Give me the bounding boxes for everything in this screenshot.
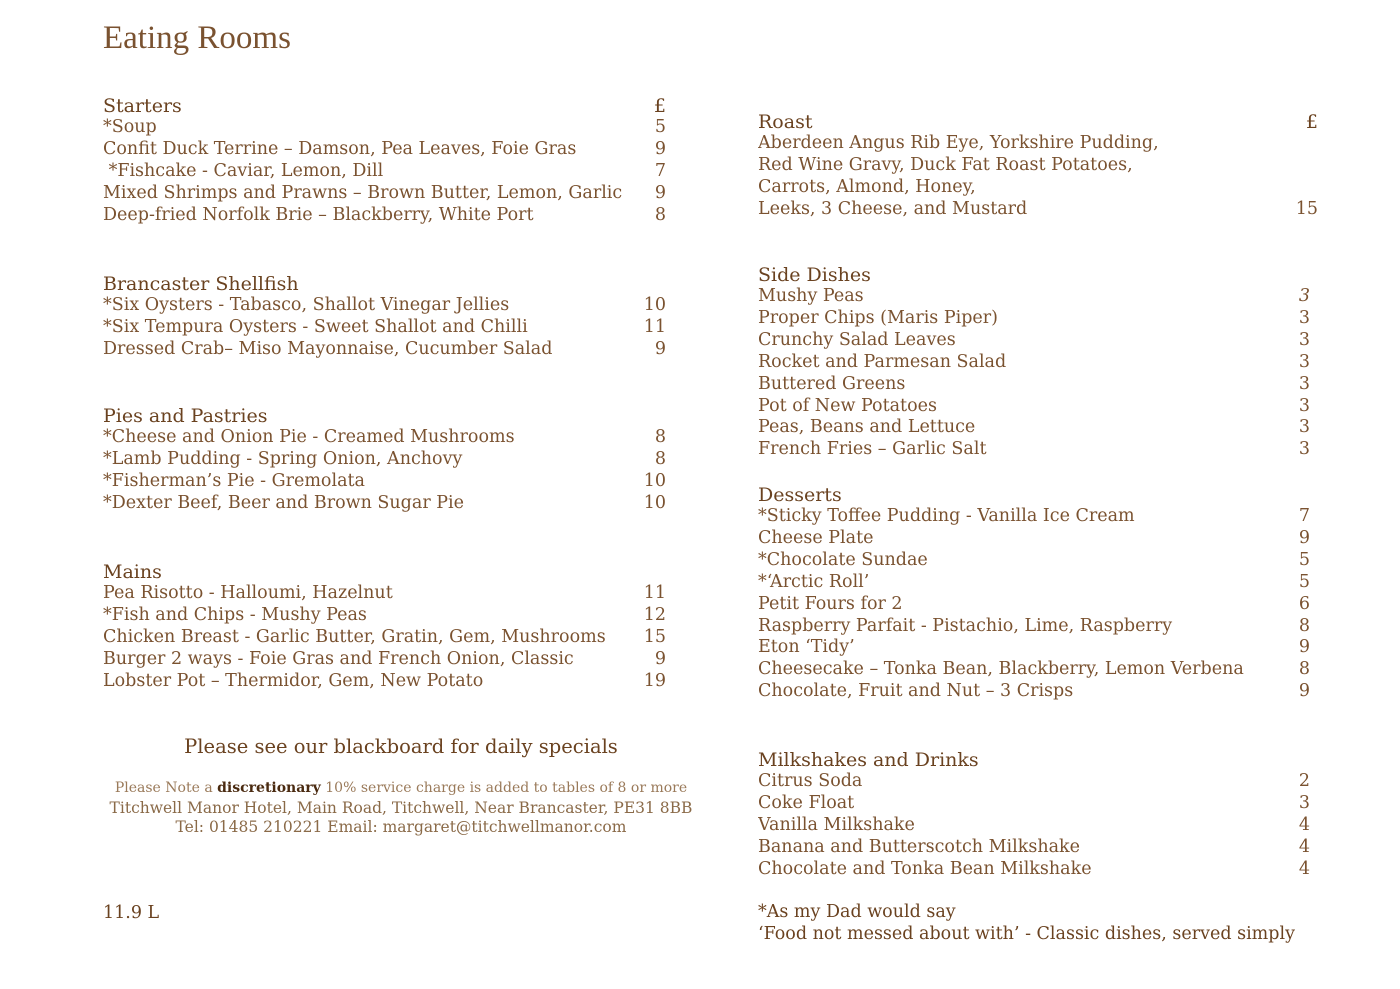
item-name: *Six Tempura Oysters - Sweet Shallot and Chilli [103,316,528,337]
item-name: Coke Float [758,792,855,813]
item-name: Dressed Crab– Miso Mayonnaise, Cucumber Salad [103,338,553,359]
item-name: Cheese Plate [758,527,874,548]
item-price: 3 [1298,329,1310,350]
item-price: 3 [1298,373,1310,394]
item-name: *Fishcake - Caviar, Lemon, Dill [103,160,384,181]
starters-header [103,95,666,117]
roast-header [758,111,1318,133]
item-name: Mushy Peas [758,286,864,306]
item-name: *Sticky Toffee Pudding - Vanilla Ice Cream [758,506,1135,526]
menu-item [103,649,666,671]
item-price: 8 [654,204,666,225]
item-name: Pea Risotto - Halloumi, Hazelnut [103,583,393,603]
item-price: 7 [1298,506,1310,526]
item-price: 9 [1298,637,1310,658]
desserts-header [758,484,1310,506]
item-name: Citrus Soda [758,771,863,791]
menu-item [758,859,1310,881]
menu-item [103,605,666,627]
item-name: Deep-fried Norfolk Brie – Blackberry, White Port [103,204,534,225]
item-name: Buttered Greens [758,373,906,394]
item-name: Eton ‘Tidy’ [758,637,855,658]
sides-header [758,264,1310,286]
roast-line [758,155,1318,177]
menu-item [103,583,666,605]
item-price: 4 [1298,814,1310,835]
menu-item [103,427,666,449]
menu-item [758,506,1310,528]
item-price: 15 [1295,198,1318,219]
note-prefix: Please Note a [114,780,218,796]
menu-item [758,815,1310,837]
page-title: Eating Rooms [103,20,291,56]
item-name: Petit Fours for 2 [758,593,903,614]
item-price: 3 [1298,395,1310,416]
note-suffix: 10% service charge is added to tables of 8 or more [320,780,688,796]
item-name: *Soup [103,117,157,137]
drinks-header [758,749,1310,771]
item-name: Peas, Beans and Lettuce [758,417,976,438]
contact-details: Tel: 01485 210221 Email: margaret@titchwellmanor.com [175,818,627,836]
menu-item [103,183,666,205]
menu-item [758,616,1310,638]
item-name: Raspberry Parfait - Pistachio, Lime, Raspberry [758,615,1173,636]
menu-item [758,396,1310,418]
roast-description: Leeks, 3 Cheese, and Mustard [758,198,1028,219]
item-price: 10 [643,470,666,491]
pies-section [103,405,666,515]
item-price: 11 [643,583,666,603]
menu-item [103,627,666,649]
section-heading: Pies and Pastries [103,405,268,427]
menu-item [758,417,1310,439]
item-name: Chicken Breast - Garlic Butter, Gratin, Gem, Mushrooms [103,626,606,647]
roast-line [758,133,1318,155]
item-price: 15 [643,626,666,647]
note-emphasis: discretionary [217,780,321,796]
item-price: 11 [643,316,666,337]
quote-line-2: ‘Food not messed about with’ - Classic dishes, served simply [758,924,1295,944]
item-price: 9 [654,182,666,203]
menu-item [758,439,1310,461]
menu-item [758,550,1310,572]
item-price: 9 [654,648,666,669]
item-price: 9 [654,338,666,359]
item-name: Mixed Shrimps and Prawns – Brown Butter, Lemon, Garlic [103,182,623,203]
menu-item [758,572,1310,594]
menu-item [758,308,1310,330]
item-price: 10 [643,295,666,315]
quote-line-1: *As my Dad would say [758,902,956,922]
starters-section [103,95,666,227]
item-name: *Cheese and Onion Pie - Creamed Mushrooms [103,427,515,447]
item-name: *Lamb Pudding - Spring Onion, Anchovy [103,448,463,469]
item-name: Proper Chips (Maris Piper) [758,307,998,328]
item-name: *Chocolate Sundae [758,549,928,570]
item-name: Lobster Pot – Thermidor, Gem, New Potato [103,670,484,691]
item-name: Cheesecake – Tonka Bean, Blackberry, Lemon Verbena [758,659,1244,680]
footer-info [103,779,699,838]
item-price: 3 [1298,417,1310,438]
menu-item [758,374,1310,396]
item-price: 2 [1298,771,1310,791]
menu-item [758,771,1310,793]
item-price: 8 [654,427,666,447]
item-name: Rocket and Parmesan Salad [758,351,1007,372]
menu-item [103,671,666,693]
item-name: Vanilla Milkshake [758,814,915,835]
item-price: 3 [1298,286,1310,306]
item-price: 3 [1298,351,1310,372]
menu-item [758,286,1310,308]
item-name: Pot of New Potatoes [758,395,937,416]
menu-item [103,117,666,139]
menu-item [103,339,666,361]
roast-line [758,199,1318,221]
menu-item [758,330,1310,352]
item-price: 7 [654,160,666,181]
menu-item [103,295,666,317]
item-name: Burger 2 ways - Foie Gras and French Onion, Classic [103,648,574,669]
item-name: *Fish and Chips - Mushy Peas [103,604,367,625]
item-name: *Fisherman’s Pie - Gremolata [103,470,365,491]
item-price: 6 [1298,593,1310,614]
section-heading: Desserts [758,484,842,506]
menu-item [758,793,1310,815]
item-price: 12 [643,604,666,625]
item-name: *‘Arctic Roll’ [758,571,870,592]
mains-section [103,561,666,693]
mains-header [103,561,666,583]
item-name: *Dexter Beef, Beer and Brown Sugar Pie [103,492,464,513]
address: Titchwell Manor Hotel, Main Road, Titchwell, Near Brancaster, PE31 8BB [109,798,693,817]
roast-description: Red Wine Gravy, Duck Fat Roast Potatoes, [758,154,1133,175]
menu-item [103,471,666,493]
item-price: 8 [1298,659,1310,680]
item-name: French Fries – Garlic Salt [758,439,987,460]
item-price: 8 [1298,615,1310,636]
menu-item [758,681,1310,703]
roast-description: Aberdeen Angus Rib Eye, Yorkshire Pudding, [758,133,1159,153]
menu-item [103,161,666,183]
service-charge-note [103,779,699,799]
currency-symbol: £ [653,95,666,117]
item-price: 8 [654,448,666,469]
menu-item [758,594,1310,616]
roast-section [758,111,1318,221]
section-heading: Milkshakes and Drinks [758,749,979,771]
currency-symbol: £ [1305,111,1318,133]
desserts-section [758,484,1310,703]
section-heading: Brancaster Shellfish [103,273,299,295]
item-price: 5 [654,117,666,137]
roast-line [758,177,1318,199]
section-heading: Starters [103,95,182,117]
closing-quote [758,901,1295,945]
item-price: 3 [1298,307,1310,328]
item-price: 3 [1298,792,1310,813]
menu-item [758,659,1310,681]
item-price: 5 [1298,549,1310,570]
shellfish-section [103,273,666,361]
item-price: 3 [1298,439,1310,460]
menu-item [103,317,666,339]
item-price: 4 [1298,836,1310,857]
menu-item [103,493,666,515]
shellfish-header [103,273,666,295]
menu-item [758,837,1310,859]
section-heading: Mains [103,561,162,583]
item-price: 9 [654,138,666,159]
item-price: 5 [1298,571,1310,592]
section-heading: Side Dishes [758,264,871,286]
item-price: 9 [1298,681,1310,702]
menu-item [103,205,666,227]
menu-code: 11.9 L [103,903,160,923]
section-heading: Roast [758,111,813,133]
item-name: Crunchy Salad Leaves [758,329,956,350]
pies-header [103,405,666,427]
menu-item [758,637,1310,659]
drinks-section [758,749,1310,881]
item-name: Banana and Butterscotch Milkshake [758,836,1080,857]
item-name: *Six Oysters - Tabasco, Shallot Vinegar Jellies [103,295,510,315]
specials-notice: Please see our blackboard for daily specials [184,735,618,758]
item-name: Confit Duck Terrine – Damson, Pea Leaves, Foie Gras [103,138,577,159]
menu-item [103,139,666,161]
menu-item [758,528,1310,550]
item-price: 10 [643,492,666,513]
item-name: Chocolate and Tonka Bean Milkshake [758,858,1092,879]
roast-description: Carrots, Almond, Honey, [758,176,976,197]
item-name: Chocolate, Fruit and Nut – 3 Crisps [758,681,1074,702]
menu-item [758,352,1310,374]
item-price: 19 [643,670,666,691]
item-price: 9 [1298,527,1310,548]
item-price: 4 [1298,858,1310,879]
sides-section [758,264,1310,461]
menu-item [103,449,666,471]
